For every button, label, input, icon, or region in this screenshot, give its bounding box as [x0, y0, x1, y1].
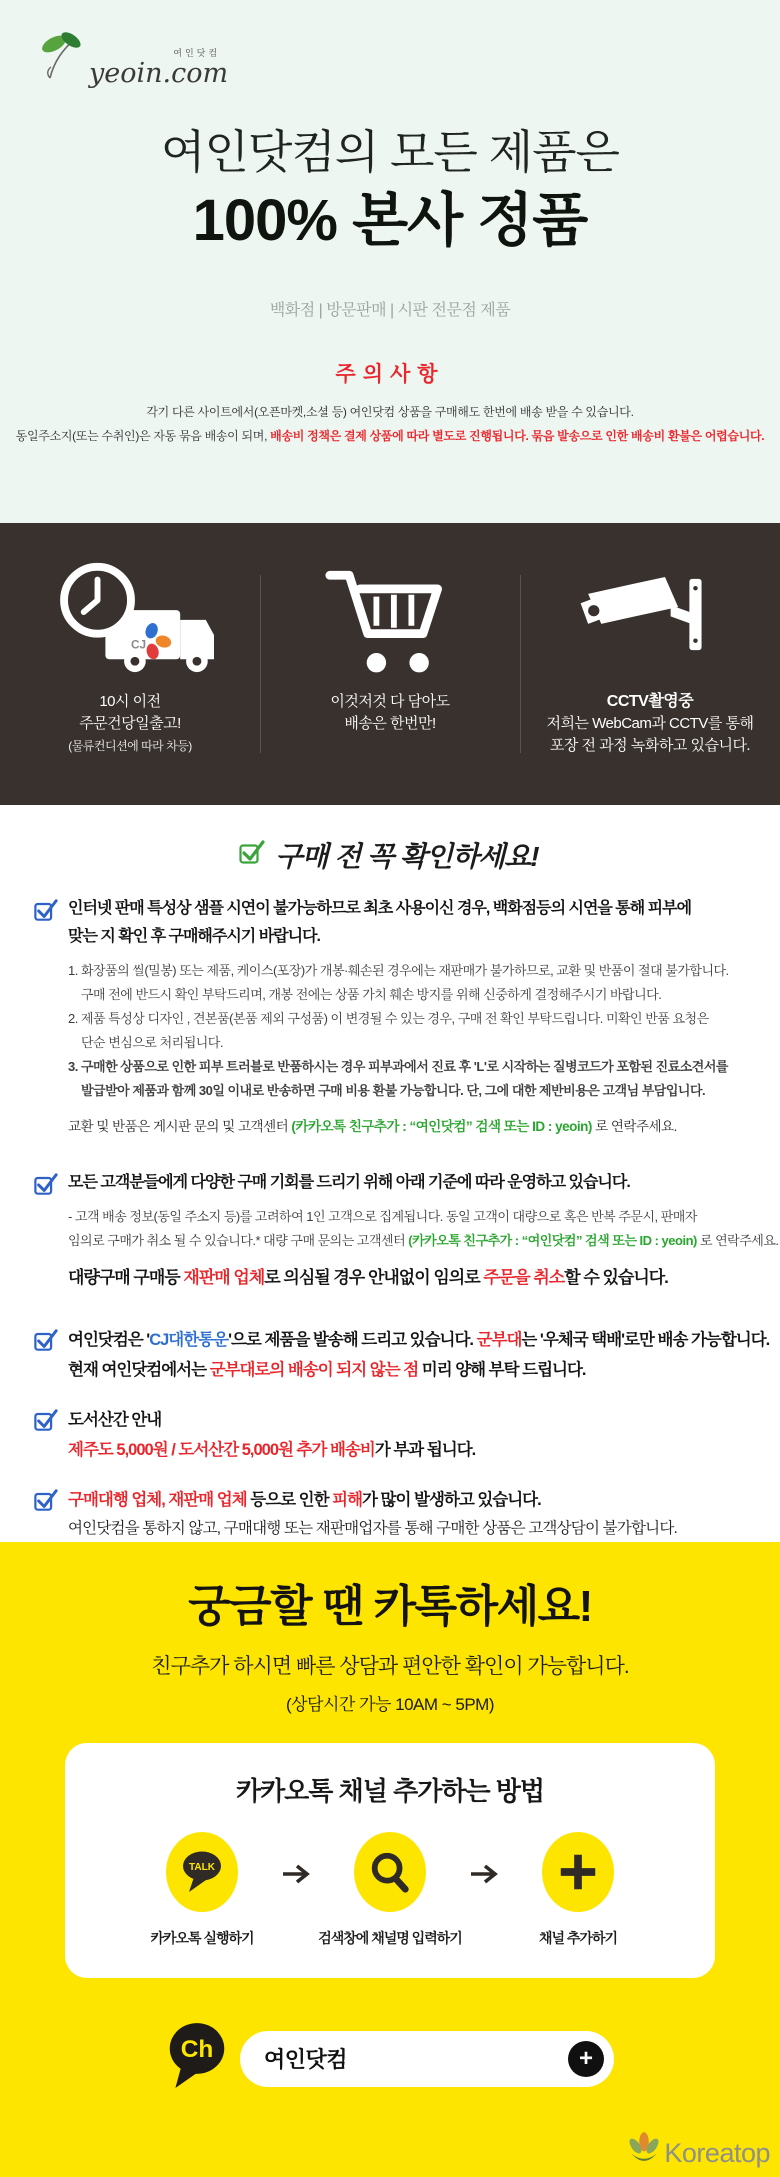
add-channel-button: + — [568, 2041, 604, 2077]
plus-icon — [542, 1832, 614, 1912]
feature1-line2: 주문건당일출고! — [79, 715, 181, 732]
step-search-channel — [311, 1832, 469, 1948]
checklist-heading-text: 구매 전 꼭 확인하세요! — [275, 841, 539, 872]
kakao-channel-row — [0, 2020, 780, 2097]
kakao-howto-card — [65, 1743, 715, 1978]
svg-text:Ch: Ch — [180, 2035, 214, 2063]
blue-checkbox-icon — [34, 1405, 58, 1465]
feature-cctv — [520, 523, 780, 805]
blue-checkbox-icon — [34, 1325, 58, 1385]
kakaotalk-icon — [166, 1832, 238, 1912]
item2-sub2: 임의로 구매가 취소 될 수 있습니다.* 대량 구매 문의는 고객센터 (카카오톡 친구추가 : “여인닷컴” 검색 또는 ID : yeoin) 로 연락주세요. — [68, 1232, 779, 1248]
feature-shipping — [0, 523, 260, 805]
checklist-item-courier — [34, 1325, 770, 1385]
item3-line1: 여인닷컴은 'CJ대한통운'으로 제품을 발송해 드리고 있습니다. 군부대는 '우체국 택배'로만 배송 가능합니다. — [68, 1330, 770, 1349]
step2-label: 검색창에 채널명 입력하기 — [318, 1930, 462, 1946]
koreatop-watermark — [627, 2130, 770, 2169]
channel-search-pill — [240, 2031, 614, 2087]
cj-logistics-text: CJ대한통운 — [149, 1330, 229, 1349]
kakao-card-title: 카카오톡 채널 추가하는 방법 — [235, 1776, 545, 1806]
hero-section — [0, 0, 780, 523]
feature2-line2: 배송은 한번만! — [344, 715, 436, 732]
item1-contact-line: 교환 및 반품은 게시판 문의 및 고객센터 (카카오톡 친구추가 : “여인닷컴” 검색 또는 ID : yeoin) 로 연락주세요. — [68, 1119, 677, 1134]
checklist-item-policy — [34, 1169, 779, 1305]
kakao-contact-green: (카카오톡 친구추가 : “여인닷컴” 검색 또는 ID : yeoin) — [408, 1232, 697, 1248]
svg-text:TALK: TALK — [189, 1862, 215, 1873]
item4-title: 도서산간 안내 — [68, 1410, 162, 1429]
item1-sublist — [68, 959, 744, 1103]
hero-title-line1: 여인닷컴의 모든 제품은 — [161, 126, 619, 178]
kakao-steps — [65, 1832, 715, 1948]
kakao-hours: (상담시간 가능 10AM ~ 5PM) — [285, 1695, 495, 1714]
item1-note1b: 구매 전에 반드시 확인 부탁드리며, 개봉 전에는 상품 가치 훼손 방지를 위해 신중하게 결정해주시기 바랍니다. — [81, 987, 662, 1002]
kakao-contact-green: (카카오톡 친구추가 : “여인닷컴” 검색 또는 ID : yeoin) — [291, 1119, 592, 1134]
feature2-line1: 이것저것 다 담아도 — [330, 693, 450, 710]
caution-line1: 각기 다른 사이트에서(오픈마켓,소셜 등) 여인닷컴 상품을 구매해도 한번에 배송 받을 수 있습니다. — [146, 404, 634, 419]
item1-title-line1: 인터넷 판매 특성상 샘플 시연이 불가능하므로 최초 사용이신 경우, 백화점등의 시연을 통해 피부에 — [68, 900, 692, 917]
caution-heading: 주의사항 — [335, 362, 445, 386]
caution-text — [0, 400, 780, 448]
blue-checkbox-icon — [34, 1169, 58, 1305]
purchase-checklist-section — [0, 805, 780, 1542]
feature3-line1: 저희는 WebCam과 CCTV를 통해 — [546, 715, 754, 732]
lotus-icon — [627, 2130, 661, 2169]
item1-note3b: 발급받아 제품과 함께 30일 이내로 반송하면 구매 비용 환불 가능합니다. 단, 그에 대한 제반비용은 고객님 부담입니다. — [81, 1083, 706, 1098]
hero-title-line2: 100% 본사 정품 — [192, 188, 588, 254]
brand-name-korean: 여인닷컴 — [173, 48, 221, 58]
checklist-item-reseller — [34, 1485, 744, 1543]
kakao-section — [0, 1542, 780, 2177]
blue-checkbox-icon — [34, 895, 58, 1149]
caution-line2-red: 배송비 정책은 결제 상품에 따라 별도로 진행됩니다. 묶음 발송으로 인한 배송비 환불은 어렵습니다. — [270, 428, 765, 443]
brand-name: yeoin.com — [89, 58, 229, 89]
checklist-item-sample — [34, 895, 744, 1149]
feature-one-delivery — [260, 523, 520, 805]
search-icon — [354, 1832, 426, 1912]
item3-line2: 현재 여인닷컴에서는 군부대로의 배송이 되지 않는 점 미리 양해 부탁 드립니다. — [68, 1360, 586, 1379]
item1-note2b: 단순 변심으로 처리됩니다. — [81, 1035, 223, 1050]
leaf-logo-icon — [40, 28, 86, 87]
blue-checkbox-icon — [34, 1485, 58, 1543]
cart-icon — [260, 549, 520, 677]
caution-line2-black: 동일주소지(또는 수취인)은 자동 묶음 배송이 되며, — [15, 428, 271, 443]
kakao-heading: 궁금할 땐 카톡하세요! — [188, 1582, 592, 1631]
item1-note2a: 2. 제품 특성상 디자인 , 견본품(본품 제외 구성품) 이 변경될 수 있는 경우, 구매 전 확인 부탁드립니다. 미확인 반품 요청은 — [68, 1011, 709, 1026]
green-checkbox-icon — [239, 839, 265, 872]
item1-note3a: 3. 구매한 상품으로 인한 피부 트러블로 반품하시는 경우 피부과에서 진료 후 'L'로 시작하는 질병코드가 포함된 진료소견서를 — [68, 1059, 728, 1074]
feature3-title: CCTV촬영중 — [606, 693, 694, 710]
cctv-icon — [520, 549, 780, 677]
cj-logo-text: CJ — [130, 637, 147, 652]
feature3-line2: 포장 전 과정 녹화하고 있습니다. — [549, 737, 751, 754]
kakao-subtitle: 친구추가 하시면 빠른 상담과 편안한 확인이 가능합니다. — [151, 1655, 629, 1678]
arrow-right-icon — [281, 1862, 311, 1891]
kakao-channel-badge-icon — [166, 2020, 228, 2097]
step-add-channel — [499, 1832, 657, 1948]
item2-sub1: - 고객 배송 정보(동일 주소지 등)를 고려하여 1인 고객으로 집계됩니다. 동일 고객이 대량으로 혹은 반복 주문시, 판매자 — [68, 1208, 697, 1224]
item2-title: 모든 고객분들에게 다양한 구매 기회를 드리기 위해 아래 기준에 따라 운영하고 있습니다. — [68, 1173, 630, 1191]
checklist-item-island-fee — [34, 1405, 744, 1465]
step1-label: 카카오톡 실행하기 — [150, 1930, 254, 1946]
arrow-right-icon — [469, 1862, 499, 1891]
feature-band — [0, 523, 780, 805]
hero-subtitle: 백화점 | 방문판매 | 시판 전문점 제품 — [269, 301, 511, 319]
item1-title-line2: 맞는 지 확인 후 구매해주시기 바랍니다. — [68, 928, 320, 945]
step3-label: 채널 추가하기 — [538, 1930, 618, 1946]
item5-line2: 여인닷컴을 통하지 않고, 구매대행 또는 재판매업자를 통해 구매한 상품은 고객상담이 불가합니다. — [68, 1519, 678, 1537]
truck-clock-icon — [0, 549, 260, 677]
item4-fee-line: 제주도 5,000원 / 도서산간 5,000원 추가 배송비가 부과 됩니다. — [68, 1440, 476, 1459]
brand-logo — [40, 28, 228, 87]
item1-note1a: 1. 화장품의 씰(밀봉) 또는 제품, 케이스(포장)가 개봉·훼손된 경우에는 재판매가 불가하므로, 교환 및 반품이 절대 불가합니다. — [68, 963, 729, 978]
feature1-note: (물류컨디션에 따라 차등) — [68, 739, 192, 753]
step-open-kakaotalk — [123, 1832, 281, 1948]
watermark-text: Koreatop — [664, 2138, 770, 2168]
item5-title: 구매대행 업체, 재판매 업체 등으로 인한 피해가 많이 발생하고 있습니다. — [68, 1490, 541, 1509]
item2-bulk-warning: 대량구매 구매등 재판매 업체로 의심될 경우 안내없이 임의로 주문을 취소할 수 있습니다. — [68, 1267, 668, 1287]
checklist-heading — [34, 835, 744, 875]
channel-name: 여인닷컴 — [264, 2047, 348, 2072]
feature1-line1: 10시 이전 — [99, 693, 161, 710]
